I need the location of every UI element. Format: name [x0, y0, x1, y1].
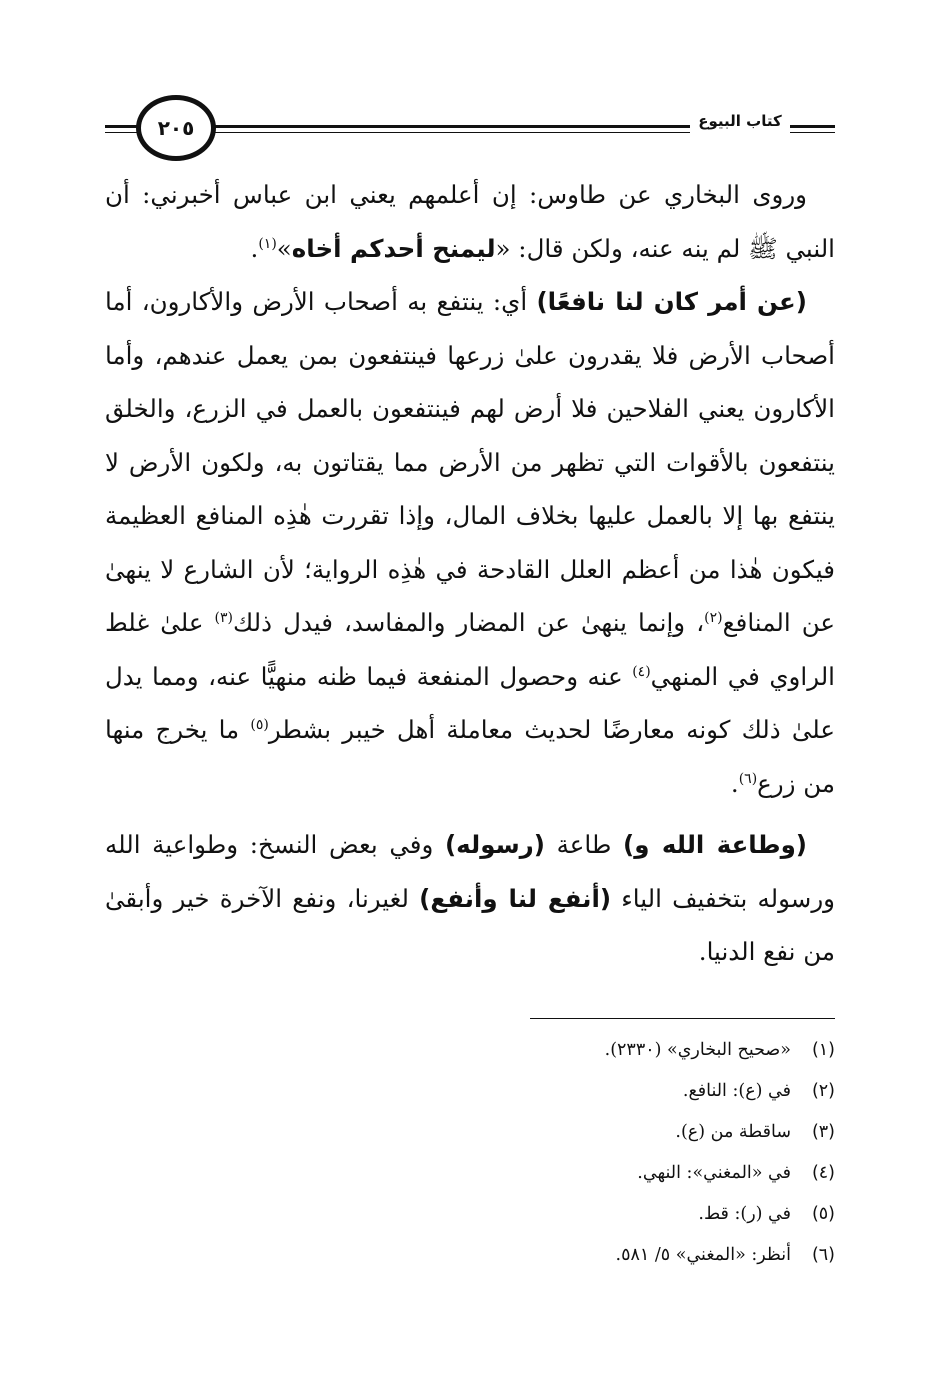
footnote-text: في (ع): النافع.	[682, 1081, 791, 1101]
footnote-ref: (٢)	[704, 609, 723, 626]
text-run: طاعة	[544, 830, 624, 859]
footnote-number: (٤)	[811, 1163, 835, 1183]
footnote-ref: (٥)	[250, 716, 269, 733]
footnote	[300, 1194, 835, 1235]
bold-matn: (عن أمر كان لنا نافعًا)	[536, 287, 807, 316]
footnote-number: (٢)	[811, 1081, 835, 1101]
footnote-number: (٥)	[811, 1204, 835, 1224]
footnote-number: (٣)	[811, 1122, 835, 1142]
footnote	[300, 1153, 835, 1194]
text-run: أي: ينتفع به أصحاب الأرض والأكارون، أما أصحاب الأرض فلا يقدرون علىٰ زرعها فينتفعون بمن يعمل عندهم، وأما الأكارون يعني الفلاحين فلا أرض لهم فينتفعون بالعمل في الزرع، والخلق ينتفعون بالأقوات التي تظهر من الأرض مما يقتاتون به، ولكون الأرض لا ينتفع بها إلا بالعمل عليها بخلاف المال، وإذا تقررت هٰذِه المنافع العظيمة فيكون هٰذا من أعظم العلل القادحة في هٰذِه الرواية؛ لأن الشارع لا ينهىٰ عن المنافع	[105, 287, 836, 637]
paragraph-1	[105, 168, 835, 275]
header-rule-thin	[790, 132, 835, 133]
footnote-ref: (٣)	[214, 609, 234, 626]
footnote	[300, 1112, 835, 1153]
bold-quote: ليمنح أحدكم أخاه	[291, 233, 496, 263]
text-run: ، وإنما ينهىٰ عن المضار والمفاسد، فيدل ذلك	[233, 608, 705, 637]
footnote	[300, 1030, 835, 1071]
footnotes	[300, 1030, 835, 1276]
text-run: عنه وحصول المنفعة فيما ظنه منهيًّا عنه، ومما يدل علىٰ ذلك كونه معارضًا لحديث معاملة أهل خيبر بشطر	[105, 661, 835, 744]
bold-matn: (وطاعة الله و)	[623, 830, 808, 859]
text-run: وفي بعض النسخ: وطواعية الله ورسوله بتخفيف الياء	[105, 830, 835, 913]
paragraph-3	[105, 818, 835, 979]
header-rule-thin	[212, 132, 690, 133]
footnote-text: في (ر): قط.	[698, 1204, 791, 1224]
text-run: .	[730, 768, 739, 798]
footnote-ref: (١)	[258, 235, 277, 252]
page-number-text: ٢٠٥	[157, 116, 195, 140]
footnote-text: «صحيح البخاري» (٢٣٣٠).	[604, 1040, 791, 1060]
bold-matn: (أنفع لنا وأنفع)	[419, 883, 612, 913]
running-title: كتاب البيوع	[698, 112, 782, 130]
header-rule	[212, 125, 690, 128]
text-run: .	[250, 233, 259, 263]
footnote-text: أنظر: «المغني» ٥/ ٥٨١.	[615, 1245, 791, 1265]
footnote	[300, 1071, 835, 1112]
footnote-ref: (٤)	[632, 663, 651, 680]
footnote-text: ساقطة من (ع).	[675, 1122, 791, 1142]
text-run: ما يخرج منها من زرع	[105, 715, 835, 798]
footnote-text: في «المغني»: النهي.	[637, 1163, 791, 1183]
footnote	[300, 1235, 835, 1276]
header-rule	[790, 125, 835, 128]
text-run: علىٰ غلط الراوي في المنهي	[105, 608, 835, 691]
page-number	[136, 95, 216, 161]
text-run: لغيرنا، ونفع الآخرة خير وأبقىٰ من نفع الدنيا.	[105, 883, 835, 966]
main-text	[105, 168, 835, 979]
text-run: »	[276, 233, 292, 263]
footnote-ref: (٦)	[738, 770, 758, 787]
text-run: وروى البخاري عن طاوس: إن أعلمهم يعني ابن عباس أخبرني: أن النبي ﷺ لم ينه عنه، ولكن قال: «	[105, 180, 835, 263]
bold-matn: (رسوله)	[444, 830, 545, 859]
footnote-separator	[530, 1018, 835, 1019]
paragraph-2	[105, 275, 835, 810]
footnote-number: (١)	[811, 1040, 835, 1060]
footnote-number: (٦)	[811, 1245, 835, 1265]
